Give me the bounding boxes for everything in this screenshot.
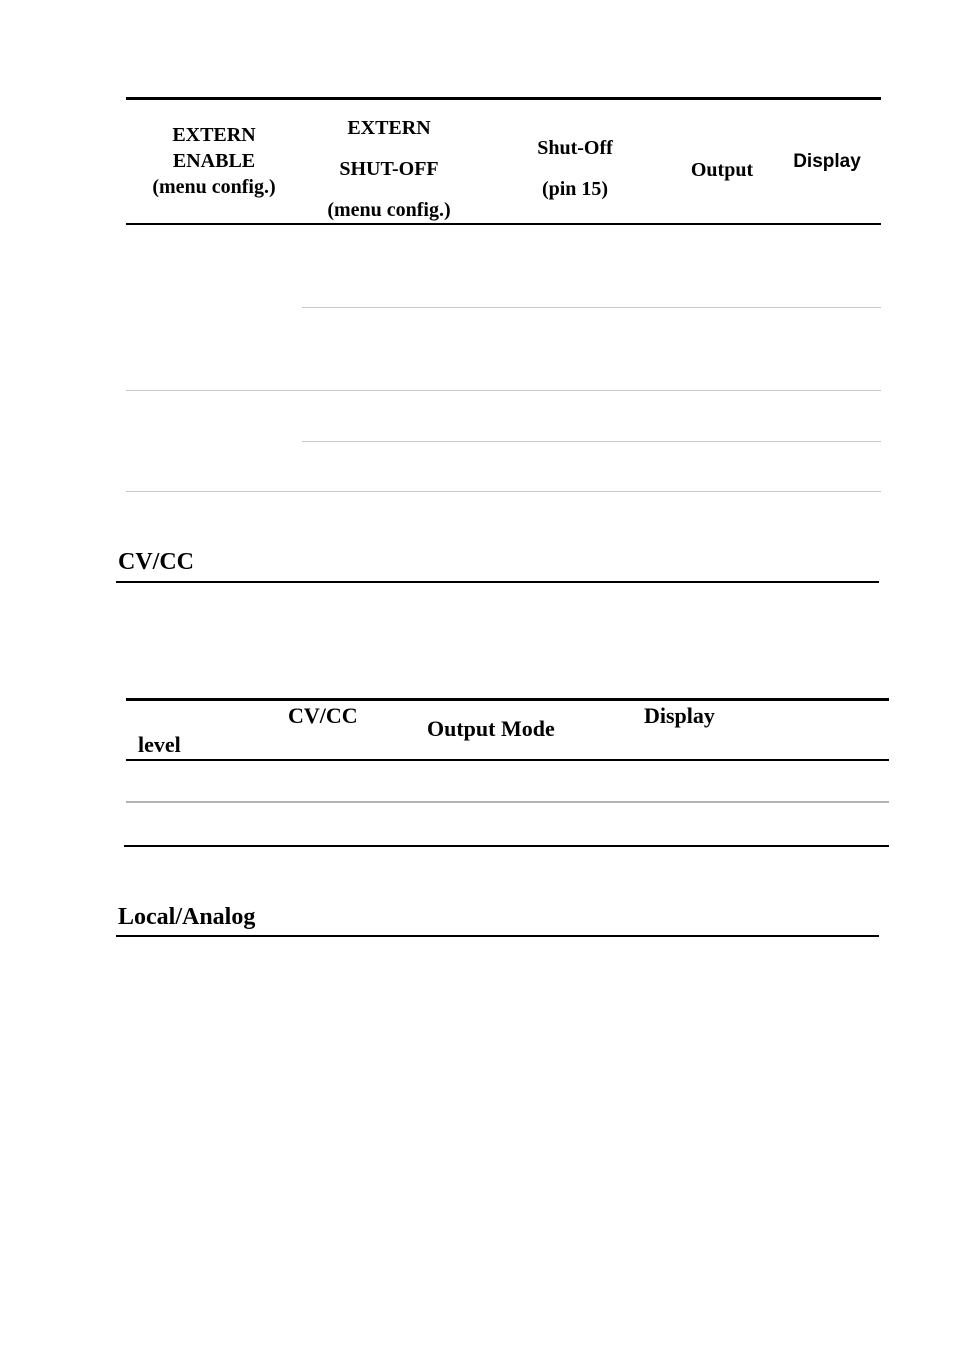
header-line: EXTERN bbox=[172, 124, 256, 146]
table2-header-level: level bbox=[138, 732, 181, 757]
table1-header-extern-enable bbox=[134, 122, 294, 200]
table1-header-shutoff-pin bbox=[505, 135, 645, 202]
table2-bottom-rule bbox=[124, 845, 889, 847]
table1-row-divider bbox=[302, 441, 881, 442]
table1-row-divider bbox=[126, 390, 881, 391]
table1-header-rule bbox=[126, 223, 881, 225]
section-underline bbox=[116, 581, 879, 583]
table2-header-cvcc: CV/CC bbox=[288, 703, 358, 728]
header-line: (menu config.) bbox=[152, 176, 276, 198]
table2-header-rule bbox=[126, 759, 889, 761]
table1-header-output: Output bbox=[690, 159, 754, 181]
table2-top-rule bbox=[126, 698, 889, 701]
header-line: SHUT-OFF bbox=[339, 158, 439, 180]
table2-header-display: Display bbox=[644, 703, 715, 728]
section-underline bbox=[116, 935, 879, 937]
section-title-cvcc: CV/CC bbox=[118, 549, 194, 575]
header-line: Shut-Off bbox=[537, 137, 613, 159]
table2-header-output-mode: Output Mode bbox=[427, 716, 555, 741]
table1-bottom-rule bbox=[126, 491, 881, 492]
table1-header-display: Display bbox=[793, 151, 861, 172]
header-line: (pin 15) bbox=[541, 178, 609, 200]
header-line: (menu config.) bbox=[327, 199, 451, 221]
table1-header-extern-shutoff bbox=[309, 115, 469, 223]
section-title-local-analog: Local/Analog bbox=[118, 904, 256, 930]
table2-row-divider bbox=[126, 801, 889, 803]
table1-top-rule bbox=[126, 97, 881, 100]
header-line: ENABLE bbox=[172, 150, 256, 172]
table1-row-divider bbox=[302, 307, 881, 308]
header-line: EXTERN bbox=[347, 117, 431, 139]
